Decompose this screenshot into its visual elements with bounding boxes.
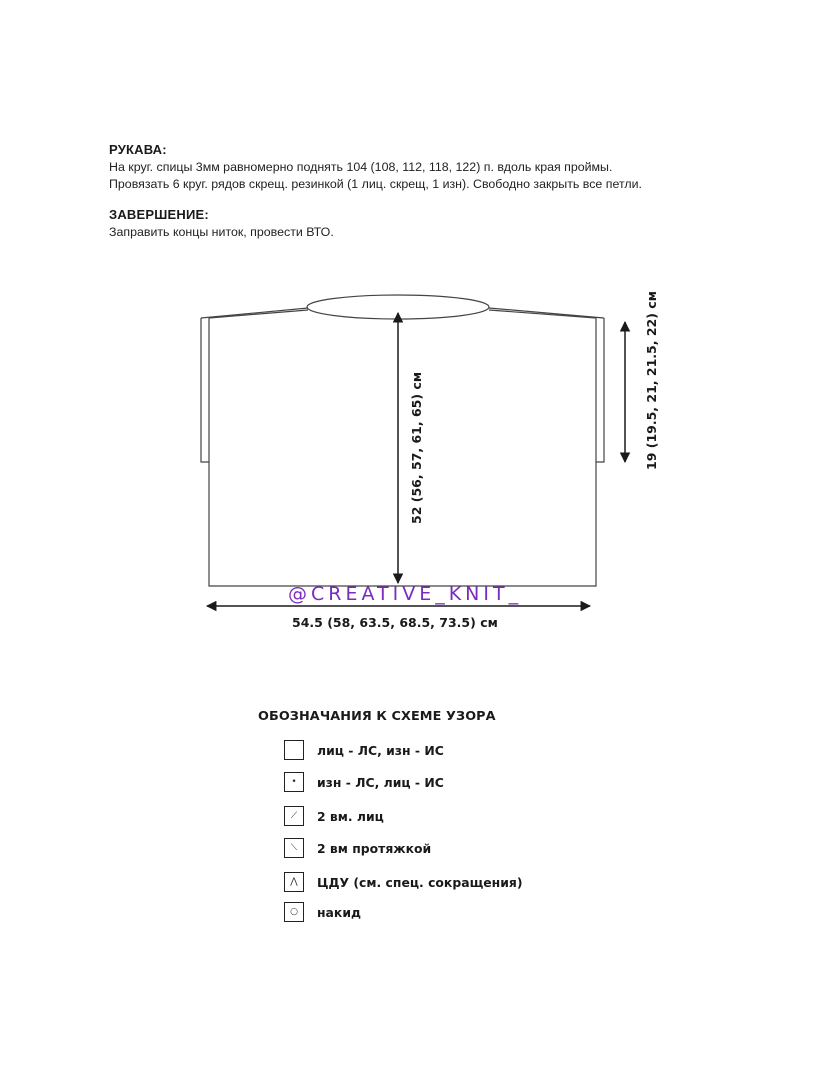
legend-label: лиц - ЛС, изн - ИС — [317, 742, 444, 758]
garment-outline — [201, 295, 604, 586]
legend-title: ОБОЗНАЧАНИЯ К СХЕМЕ УЗОРА — [258, 709, 496, 724]
legend-item — [284, 738, 444, 762]
finishing-text-line-1: Заправить концы ниток, провести ВТО. — [109, 225, 334, 239]
sleeves-heading: РУКАВА: — [109, 142, 167, 157]
armhole-label: 19 (19.5, 21, 21.5, 22) см — [644, 291, 659, 470]
legend-item — [284, 836, 431, 860]
legend-item — [284, 804, 384, 828]
sleeves-text-line-1: На круг. спицы 3мм равномерно поднять 104 (108, 112, 118, 122) п. вдоль края проймы. — [109, 160, 613, 174]
legend-label: 2 вм протяжкой — [317, 840, 432, 856]
cdd-icon: ⋀ — [284, 872, 304, 892]
legend-label: изн - ЛС, лиц - ИС — [317, 774, 444, 790]
dot-icon: • — [284, 772, 304, 792]
sleeves-text-line-2: Провязать 6 круг. рядов скрещ. резинкой (1 лиц. скрещ, 1 изн). Свободно закрыть все петли. — [109, 177, 642, 191]
k2tog-icon: ⟋ — [284, 806, 304, 826]
width-label: 54.5 (58, 63.5, 68.5, 73.5) см — [292, 615, 498, 630]
legend-item — [284, 870, 523, 894]
legend-item — [284, 770, 444, 794]
length-label: 52 (56, 57, 61, 65) см — [409, 371, 424, 524]
legend-label: 2 вм. лиц — [317, 808, 384, 824]
legend-item — [284, 900, 361, 924]
empty-square-icon — [284, 740, 304, 760]
ssk-icon: ⟍ — [284, 838, 304, 858]
legend-label: накид — [317, 904, 362, 920]
legend-label: ЦДУ (см. спец. сокращения) — [317, 874, 523, 890]
creative-knit-watermark: @CREATIVE_KNIT_ — [288, 583, 523, 605]
finishing-heading: ЗАВЕРШЕНИЕ: — [109, 207, 209, 222]
yarn-over-icon: ○ — [284, 902, 304, 922]
